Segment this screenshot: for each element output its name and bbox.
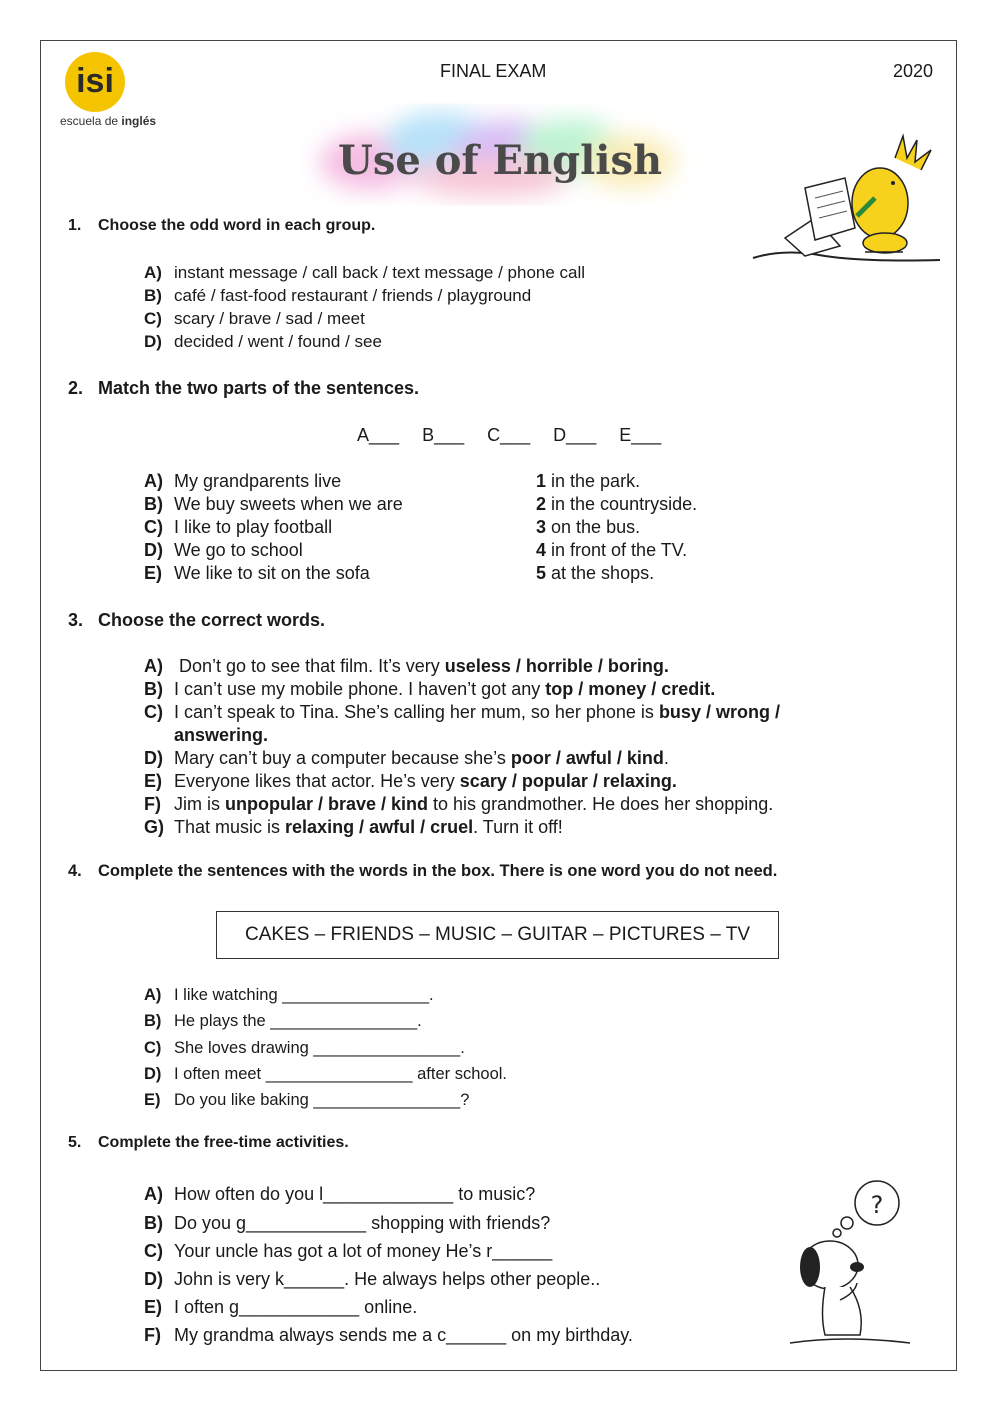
q4-item-a: A) I like watching ________________. xyxy=(144,986,434,1004)
q4-item-d: D) I often meet ________________ after school. xyxy=(144,1065,508,1083)
q1-item-d: D) decided / went / found / see xyxy=(144,332,382,351)
q2-right-4: 4 in front of the TV. xyxy=(536,540,688,560)
woodstock-writing-illustration xyxy=(745,128,945,273)
q4-item-e: E) Do you like baking ________________? xyxy=(144,1091,470,1109)
q3-item-d: D) Mary can’t buy a computer because she’s poor / awful / kind. xyxy=(144,748,669,768)
q2-left-c: C) I like to play football xyxy=(144,517,333,537)
q1-item-a: A) instant message / call back / text message / phone call xyxy=(144,263,586,282)
answer-slot: B___ xyxy=(422,425,465,445)
q2-right-5: 5 at the shops. xyxy=(536,563,655,583)
q5-item-b: B) Do you g____________ shopping with friends? xyxy=(144,1213,551,1233)
q3-item-c: C) I can’t speak to Tina. She’s calling her mum, so her phone is busy / wrong / xyxy=(144,702,780,722)
q2-left-d: D) We go to school xyxy=(144,540,303,560)
q5-item-c: C) Your uncle has got a lot of money He’s r______ xyxy=(144,1241,553,1261)
banner-title: Use of English xyxy=(337,137,663,184)
q5-item-f: F) My grandma always sends me a c______ on my birthday. xyxy=(144,1325,633,1345)
q3-item-f: F) Jim is unpopular / brave / kind to his grandmother. He does her shopping. xyxy=(144,794,774,814)
q5-item-e: E) I often g____________ online. xyxy=(144,1297,418,1317)
q1-item-b: B) café / fast-food restaurant / friends / playground xyxy=(144,286,532,305)
logo-text: isi xyxy=(76,62,114,100)
q2-right-3: 3 on the bus. xyxy=(536,517,641,537)
q1-item-c: C) scary / brave / sad / meet xyxy=(144,309,365,328)
q3-item-b: B) I can’t use my mobile phone. I haven’t got any top / money / credit. xyxy=(144,679,716,699)
isi-logo xyxy=(58,52,132,119)
logo-subtitle: escuela de inglés xyxy=(60,114,157,128)
q2-left-b: B) We buy sweets when we are xyxy=(144,494,403,514)
exam-year: 2020 xyxy=(893,61,934,81)
exam-title: FINAL EXAM xyxy=(440,61,547,81)
q2-heading: 2. Match the two parts of the sentences. xyxy=(68,378,420,398)
q5-item-a: A) How often do you l_____________ to music? xyxy=(144,1184,536,1204)
q5-heading: 5. Complete the free-time activities. xyxy=(68,1134,349,1151)
answer-slot: E___ xyxy=(619,425,662,445)
q2-right-1: 1 in the park. xyxy=(536,471,641,491)
word-box: CAKES – FRIENDS – MUSIC – GUITAR – PICTURES – TV xyxy=(216,911,779,959)
answer-slot: C___ xyxy=(487,425,531,445)
q3-heading: 3. Choose the correct words. xyxy=(68,610,326,630)
q3-item-g: G) That music is relaxing / awful / cruel. Turn it off! xyxy=(144,817,563,837)
q4-item-c: C) She loves drawing ________________. xyxy=(144,1039,465,1057)
q3-item-c-continuation: answering. xyxy=(174,725,269,745)
q3-item-e: E) Everyone likes that actor. He’s very scary / popular / relaxing. xyxy=(144,771,677,791)
q2-left-e: E) We like to sit on the sofa xyxy=(144,563,370,583)
svg-text:?: ? xyxy=(870,1191,884,1219)
q5-item-d: D) John is very k______. He always helps other people.. xyxy=(144,1269,601,1289)
q2-answer-slots xyxy=(357,425,679,446)
answer-slot: D___ xyxy=(553,425,597,445)
q4-item-b: B) He plays the ________________. xyxy=(144,1012,422,1030)
snoopy-thinking-illustration xyxy=(785,1175,915,1355)
watercolor-banner xyxy=(300,92,710,212)
q4-heading: 4. Complete the sentences with the words in the box. There is one word you do not need. xyxy=(68,862,778,880)
answer-slot: A___ xyxy=(357,425,400,445)
q2-right-2: 2 in the countryside. xyxy=(536,494,698,514)
q2-left-a: A) My grandparents live xyxy=(144,471,342,491)
q1-heading: 1. Choose the odd word in each group. xyxy=(68,217,376,234)
q3-item-a: A) Don’t go to see that film. It’s very useless / horrible / boring. xyxy=(144,656,669,676)
